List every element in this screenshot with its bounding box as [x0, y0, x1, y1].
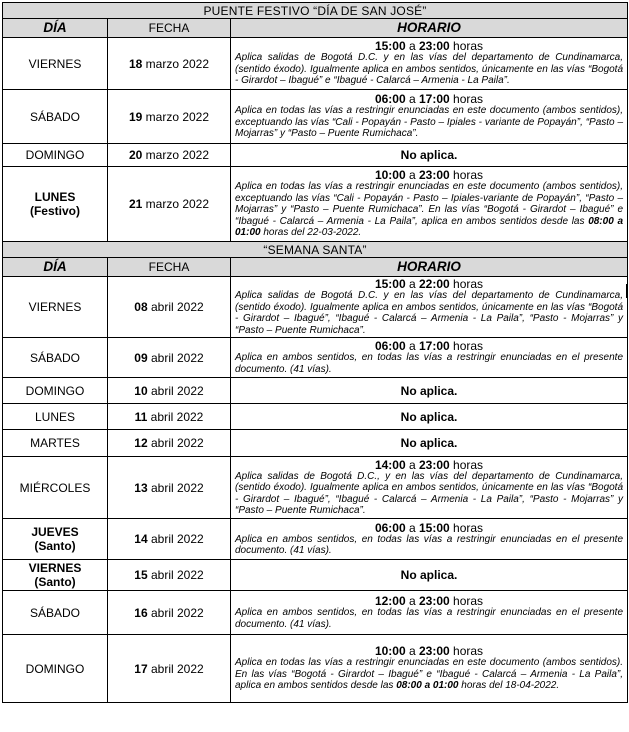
date-month-year: abril 2022 [147, 661, 204, 676]
description-tail: horas del 18-04-2022. [458, 680, 560, 692]
cell-horario [231, 277, 628, 338]
day-name: JUEVES [31, 525, 79, 539]
time-end: 17:00 [419, 92, 450, 107]
date-day: 15 [134, 568, 148, 582]
day-name: DOMINGO [25, 148, 85, 162]
time-separator: a [405, 339, 419, 353]
cell-dia [3, 338, 108, 378]
day-name: VIERNES [28, 300, 82, 314]
time-end: 23:00 [419, 168, 450, 183]
time-range [235, 522, 623, 534]
section-title-row [3, 3, 628, 19]
cell-horario [231, 338, 628, 378]
cell-dia [3, 378, 108, 404]
table-row [3, 277, 628, 338]
cell-dia [3, 90, 108, 144]
time-start: 06:00 [374, 520, 406, 535]
table-row [3, 519, 628, 560]
time-end: 17:00 [419, 339, 450, 353]
not-applicable: No aplica. [400, 148, 458, 162]
time-range [235, 93, 623, 105]
time-separator: a [405, 168, 419, 183]
description-text: Aplica en ambos sentidos, en todas las vías a restringir enunciadas en el presente documento. (41 vías). [235, 533, 624, 556]
time-suffix: horas [449, 92, 484, 107]
time-end: 15:00 [419, 520, 450, 535]
time-suffix: horas [449, 594, 484, 608]
not-applicable: No aplica. [400, 409, 458, 424]
time-range [235, 595, 623, 607]
section-title-text: PUENTE FESTIVO “DÍA DE SAN JOSÉ” [203, 3, 427, 18]
day-name: SÁBADO [29, 350, 80, 365]
date-month-year: abril 2022 [147, 350, 204, 365]
section-title-row [3, 242, 628, 258]
description-text: Aplica en ambos sentidos, en todas las vías a restringir enunciadas en el presente documento. (41 vías). [235, 607, 624, 630]
day-name: MIÉRCOLES [19, 480, 91, 495]
date-month-year: marzo 2022 [142, 56, 210, 71]
date-month-year: abril 2022 [147, 532, 204, 546]
time-suffix: horas [449, 644, 484, 659]
schedule-body [3, 3, 628, 703]
date-month-year: marzo 2022 [142, 109, 210, 124]
cell-horario [231, 38, 628, 90]
time-range [235, 459, 623, 471]
margin-mark [626, 284, 627, 298]
cell-dia [3, 635, 108, 703]
time-start: 15:00 [374, 39, 406, 54]
time-separator: a [405, 644, 419, 659]
cell-horario [231, 90, 628, 144]
time-suffix: horas [449, 39, 484, 54]
cell-fecha [108, 560, 231, 591]
restriction-description [235, 52, 623, 87]
date-month-year: abril 2022 [147, 605, 204, 620]
table-row [3, 457, 628, 519]
cell-dia [3, 38, 108, 90]
cell-horario [231, 519, 628, 560]
date-day: 17 [134, 661, 148, 676]
time-start: 15:00 [374, 277, 406, 291]
cell-horario [231, 635, 628, 703]
cell-dia [3, 519, 108, 560]
day-name: LUNES [34, 409, 75, 424]
restriction-description [235, 181, 623, 239]
table-row [3, 144, 628, 167]
date-day: 19 [128, 109, 143, 124]
day-name: LUNES [34, 190, 76, 204]
day-name: SÁBADO [29, 109, 80, 124]
date-month-year: abril 2022 [147, 568, 204, 582]
description-text: Aplica en ambos sentidos, en todas las vías a restringir enunciadas en el presente documento. (41 vías). [235, 352, 624, 375]
date-day: 18 [128, 56, 143, 71]
table-row [3, 167, 628, 242]
table-row [3, 635, 628, 703]
cell-fecha [108, 430, 231, 457]
restriction-description [235, 105, 623, 140]
cell-fecha [108, 144, 231, 167]
table-row [3, 430, 628, 457]
description-text: Aplica en todas las vías a restringir enunciadas en este documento (ambos sentidos). En las vías “Bogotá - Girardot – Ibagué” e “Ibagué - Calarcá – Armenia - La Paila”, aplica en ambos sentidos desde las [235, 657, 624, 692]
cell-horario [231, 167, 628, 242]
day-note: (Santo) [34, 539, 76, 553]
day-note: (Festivo) [29, 204, 80, 218]
date-day: 21 [128, 197, 143, 211]
time-separator: a [405, 39, 419, 54]
table-row [3, 378, 628, 404]
time-range [235, 169, 623, 181]
column-header-dia: DÍA [3, 258, 108, 277]
restriction-description [235, 534, 623, 557]
time-range [235, 40, 623, 52]
cell-fecha [108, 90, 231, 144]
time-end: 23:00 [419, 644, 450, 659]
time-range [235, 340, 623, 352]
table-row [3, 560, 628, 591]
description-hours: 08:00 a 01:00 [396, 680, 459, 692]
time-end: 23:00 [419, 457, 450, 472]
time-separator: a [405, 520, 419, 535]
restriction-description [235, 607, 623, 630]
day-note: (Santo) [34, 575, 76, 589]
cell-fecha [108, 167, 231, 242]
date-day: 12 [134, 436, 148, 450]
date-month-year: marzo 2022 [142, 197, 210, 211]
not-applicable: No aplica. [400, 568, 458, 582]
cell-fecha [108, 404, 231, 430]
cell-dia [3, 144, 108, 167]
time-range [235, 278, 623, 290]
description-text: Aplica en todas las vías a restringir enunciadas en este documento (ambos sentidos), exceptuando las vías “Cali - Popayán - Pasto – Ipiales-variante de Popayán”, “Pasto – Mojarras” y “Pasto – Puente Rumichaca”. En las vías “Bogotá - Girardot – Ibagué” e “Ibagué - Calarcá – Armenia - La Paila”, aplica en ambos sentidos desde las [235, 181, 624, 227]
description-hours: 08:00 a 01:00 [235, 215, 624, 239]
cell-fecha [108, 519, 231, 560]
cell-horario [231, 430, 628, 457]
table-row [3, 404, 628, 430]
cell-fecha [108, 338, 231, 378]
not-applicable: No aplica. [400, 436, 458, 450]
time-start: 14:00 [374, 457, 406, 472]
date-day: 09 [134, 350, 148, 365]
description-text: Aplica salidas de Bogotá D.C. y en las vías del departamento de Cundinamarca, (sentido éxodo). Igualmente aplica en ambos sentidos, únicamente en las vías “Bogotá - Girardot – Ibagué” e “Ibagué - Calarcá – Armenia - La Paila”. [235, 52, 624, 87]
date-day: 10 [134, 383, 148, 398]
time-end: 23:00 [419, 39, 450, 54]
date-month-year: marzo 2022 [142, 148, 210, 162]
table-row [3, 338, 628, 378]
cell-dia [3, 430, 108, 457]
cell-horario [231, 144, 628, 167]
date-day: 13 [134, 480, 148, 495]
date-day: 11 [134, 409, 148, 424]
schedule-table [2, 2, 628, 703]
day-name: DOMINGO [25, 383, 85, 398]
time-suffix: horas [449, 168, 484, 183]
date-day: 20 [128, 148, 143, 162]
column-header-horario: HORARIO [231, 258, 628, 277]
date-month-year: abril 2022 [147, 436, 204, 450]
time-start: 06:00 [374, 92, 406, 107]
cell-fecha [108, 457, 231, 519]
time-separator: a [405, 594, 419, 608]
time-start: 10:00 [374, 644, 406, 659]
column-header-fecha: FECHA [108, 19, 231, 38]
section-title-text: “SEMANA SANTA” [263, 242, 367, 257]
cell-dia [3, 167, 108, 242]
restriction-description [235, 352, 623, 375]
cell-dia [3, 404, 108, 430]
column-header-dia: DÍA [3, 19, 108, 38]
cell-fecha [108, 591, 231, 635]
cell-dia [3, 591, 108, 635]
time-suffix: horas [449, 339, 484, 353]
not-applicable: No aplica. [400, 383, 458, 398]
description-text: Aplica en todas las vías a restringir enunciadas en este documento (ambos sentidos), exceptuando las vías “Cali - Popayán - Pasto – Ipiales - variante de Popayán”, “Pasto – Mojarras” y “Pasto – Puente Rumichaca”. [235, 105, 624, 140]
cell-fecha [108, 38, 231, 90]
date-month-year: abril 2022 [147, 409, 204, 424]
day-name: DOMINGO [25, 661, 85, 676]
time-separator: a [405, 277, 419, 291]
time-suffix: horas [449, 520, 484, 535]
day-name: VIERNES [28, 56, 82, 71]
time-end: 22:00 [419, 277, 450, 291]
cell-fecha [108, 378, 231, 404]
time-separator: a [405, 92, 419, 107]
cell-horario [231, 378, 628, 404]
column-header-horario: HORARIO [231, 19, 628, 38]
header-row [3, 258, 628, 277]
time-start: 06:00 [374, 339, 406, 353]
description-text: Aplica salidas de Bogotá D.C., y en las vías del departamento de Cundinamarca, (sentido éxodo). Igualmente aplica en ambos sentidos, únicamente en las vías “Bogotá - Girardot – Ibagué”, “Ibagué - Calarcá – Armenia - La Paila”, “Pasto - Mojarras” y “Pasto – Puente Rumichaca”. [235, 470, 624, 516]
time-separator: a [405, 457, 419, 472]
restriction-description [235, 290, 623, 336]
cell-dia [3, 277, 108, 338]
table-row [3, 90, 628, 144]
cell-fecha [108, 635, 231, 703]
section-title [3, 3, 628, 19]
cell-horario [231, 457, 628, 519]
cell-dia [3, 457, 108, 519]
table-row [3, 591, 628, 635]
day-name: MARTES [30, 436, 80, 450]
date-day: 08 [134, 300, 148, 314]
date-month-year: abril 2022 [147, 480, 204, 495]
cell-horario [231, 591, 628, 635]
restriction-description [235, 657, 623, 692]
day-name: VIERNES [28, 561, 82, 575]
day-name: SÁBADO [29, 605, 80, 620]
restriction-description [235, 471, 623, 517]
time-end: 23:00 [419, 594, 450, 608]
time-suffix: horas [449, 457, 484, 472]
cell-fecha [108, 277, 231, 338]
date-day: 14 [134, 532, 148, 546]
date-month-year: abril 2022 [147, 383, 204, 398]
time-start: 12:00 [374, 594, 406, 608]
cell-horario [231, 560, 628, 591]
date-day: 16 [134, 605, 148, 620]
date-month-year: abril 2022 [147, 300, 204, 314]
header-row [3, 19, 628, 38]
description-text: Aplica salidas de Bogotá D.C. y en las vías del departamento de Cundinamarca, (sentido éxodo). Igualmente aplica en ambos sentidos, únicamente en las vías “Bogotá - Girardot – Ibagué”, “Ibagué - Calarcá – Armenia - La Paila”, “Pasto - Mojarras” y “Pasto – Puente Rumichaca”. [235, 290, 624, 336]
time-start: 10:00 [374, 168, 406, 183]
cell-horario [231, 404, 628, 430]
time-range [235, 645, 623, 657]
time-suffix: horas [449, 277, 484, 291]
column-header-fecha: FECHA [108, 258, 231, 277]
cell-dia [3, 560, 108, 591]
table-row [3, 38, 628, 90]
section-title [3, 242, 628, 258]
description-tail: horas del 22-03-2022. [260, 227, 362, 239]
